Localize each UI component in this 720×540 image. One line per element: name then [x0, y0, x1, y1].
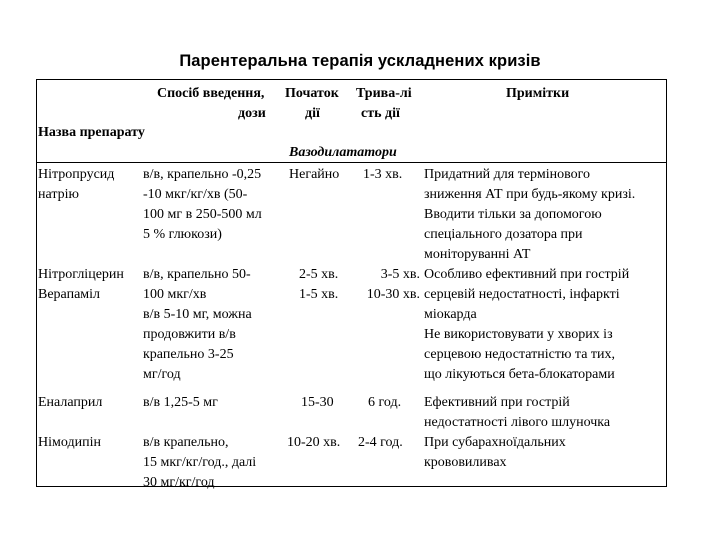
row2-duration-line1: 3-5 хв. — [380, 267, 420, 282]
row3-notes-line2: недостатності лівого шлуночка — [424, 415, 611, 430]
row1-route-line2: -10 мкг/кг/хв (50- — [143, 187, 248, 202]
row2-duration-line2: 10-30 хв. — [366, 287, 420, 302]
row1-notes-line3: Вводити тільки за допомогою — [424, 207, 602, 222]
row2-notes-line5: серцевою недостатністю та тих, — [424, 347, 616, 362]
row1-notes-line2: зниження АТ при будь-якому кризі. — [424, 187, 636, 202]
header-drug-name: Назва препарату — [38, 125, 145, 140]
row3-onset: 15-30 — [301, 395, 334, 410]
row2-route-line6: мг/год — [143, 367, 181, 382]
group-label: Вазодилататори — [289, 145, 397, 160]
header-route-line1: Спосіб введення, — [157, 86, 265, 101]
row1-onset: Негайно — [289, 167, 340, 182]
row2-route-line4: продовжити в/в — [143, 327, 236, 342]
row1-drug-line1: Нітропрусид — [38, 167, 115, 182]
header-onset-line1: Початок — [285, 86, 339, 101]
row2-drug-line2: Верапаміл — [38, 287, 101, 302]
row2-route-line2: 100 мкг/хв — [143, 287, 207, 302]
row3-notes-line1: Ефективний при гострій — [424, 395, 570, 410]
row4-notes-line1: При субарахноїдальних — [424, 435, 566, 450]
row2-route-line3: в/в 5-10 мг, можна — [143, 307, 252, 322]
row2-notes-line6: що лікуються бета-блокаторами — [424, 367, 615, 382]
row3-route: в/в 1,25-5 мг — [143, 395, 218, 410]
row1-drug-line2: натрію — [38, 187, 79, 202]
row2-notes-line1: Особливо ефективний при гострій — [424, 267, 630, 282]
row4-route-line2: 15 мкг/кг/год., далі — [143, 455, 257, 470]
row2-drug-line1: Нітрогліцерин — [38, 267, 124, 282]
row2-route-line1: в/в, крапельно 50- — [143, 267, 251, 282]
row4-route-line1: в/в крапельно, — [143, 435, 229, 450]
row4-notes-line2: крововиливах — [424, 455, 507, 470]
row2-notes-line4: Не використовувати у хворих із — [424, 327, 613, 342]
header-route-line2: дози — [238, 106, 266, 121]
row4-drug: Німодипін — [38, 435, 101, 450]
row1-notes-line4: спеціального дозатора при — [424, 227, 583, 242]
row1-notes-line1: Придатний для термінового — [424, 167, 590, 182]
row1-duration: 1-3 хв. — [363, 167, 403, 182]
row2-notes-line3: міокарда — [424, 307, 477, 322]
page-title: Парентеральна терапія ускладнених кризів — [179, 52, 541, 70]
row4-duration: 2-4 год. — [358, 435, 403, 450]
row1-route-line1: в/в, крапельно -0,25 — [143, 167, 262, 182]
header-duration-line1: Трива-лі — [356, 86, 412, 101]
header-duration-line2: сть дії — [361, 106, 400, 121]
row4-onset: 10-20 хв. — [287, 435, 341, 450]
row2-onset-line1: 2-5 хв. — [299, 267, 339, 282]
row1-route-line3: 100 мг в 250-500 мл — [143, 207, 262, 222]
row2-notes-line2: серцевій недостатності, інфаркті — [424, 287, 620, 302]
row2-route-line5: крапельно 3-25 — [143, 347, 234, 362]
row3-drug: Еналаприл — [38, 395, 103, 410]
row2-onset-line2: 1-5 хв. — [299, 287, 339, 302]
header-onset-line2: дії — [305, 106, 320, 121]
row1-route-line4: 5 % глюкози) — [143, 227, 222, 242]
header-notes: Примітки — [506, 86, 570, 101]
row4-route-line3: 30 мг/кг/год — [143, 475, 215, 490]
row3-duration: 6 год. — [368, 395, 402, 410]
row1-notes-line5: моніторуванні АТ — [424, 247, 531, 262]
